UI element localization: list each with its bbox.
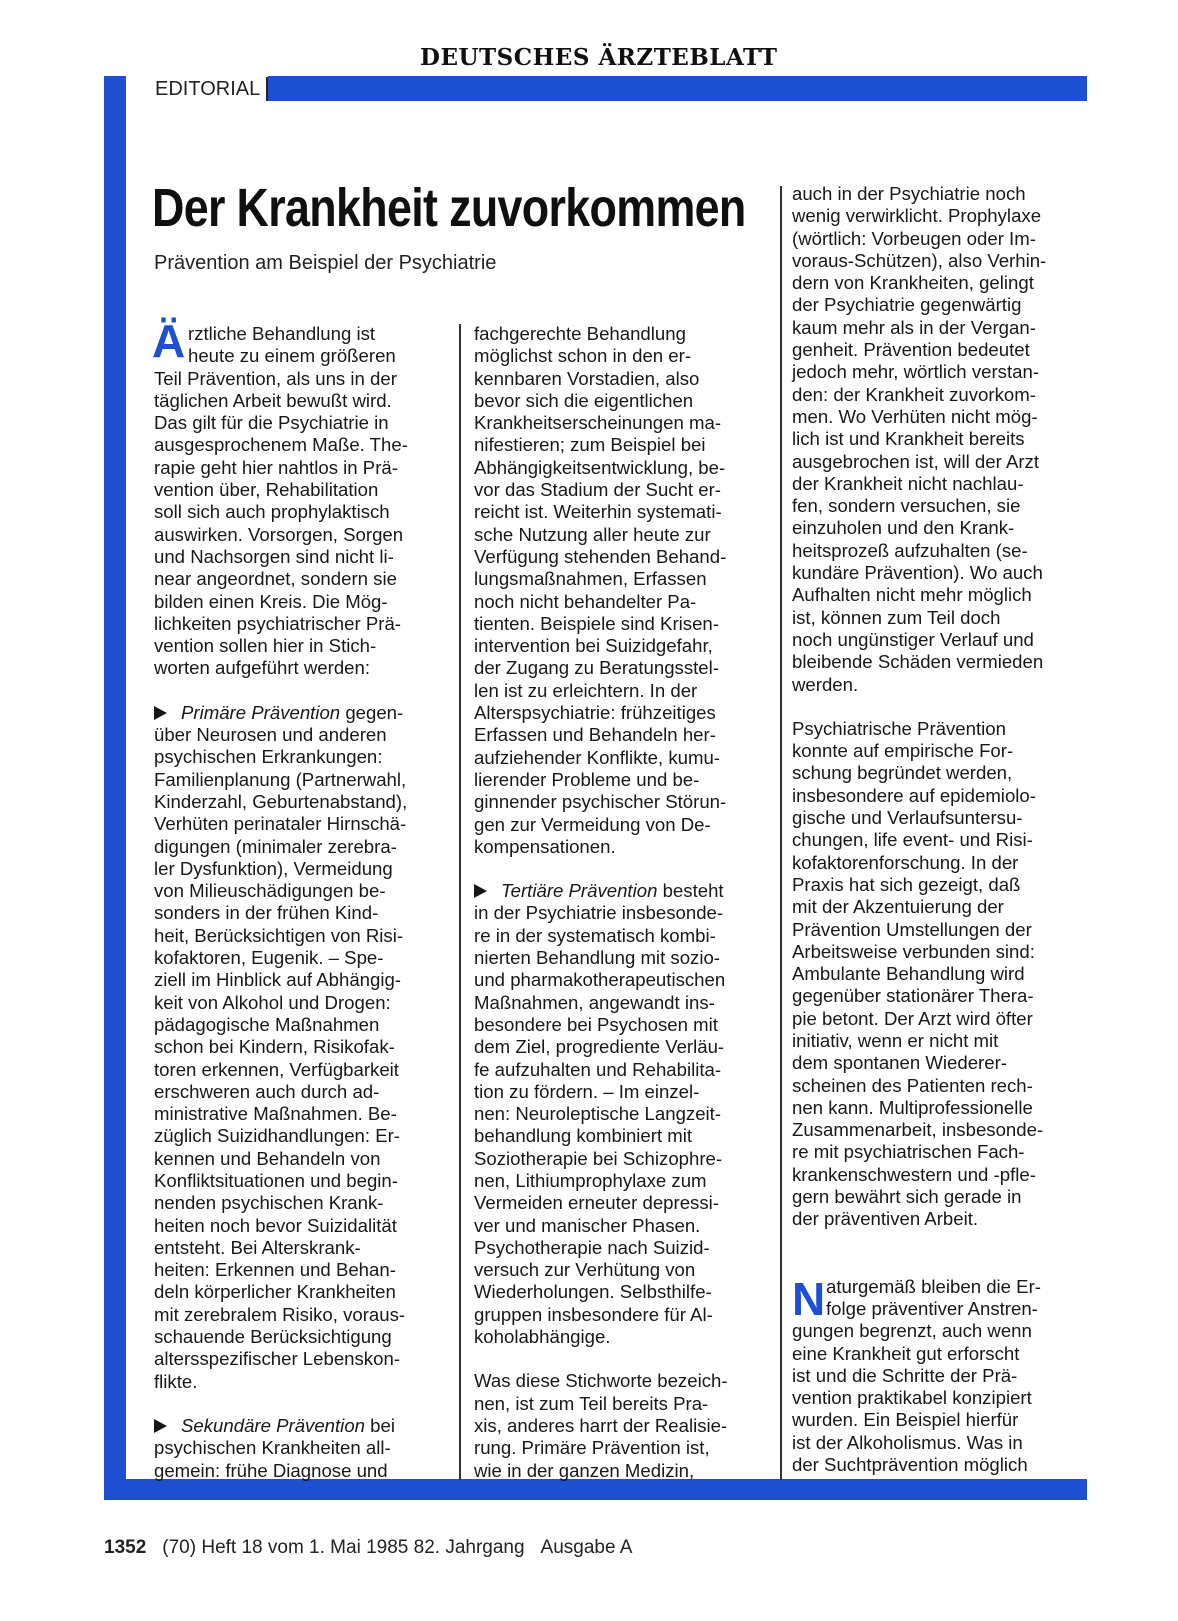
text-line: kaum mehr als in der Vergan- [792, 316, 1036, 338]
text-line: Alterspsychiatrie: frühzeitiges [474, 702, 716, 724]
text-line: dem Ziel, progrediente Verläu- [474, 1036, 725, 1058]
text-line: re in der systematisch kombi- [474, 924, 716, 946]
text-line: koholabhängige. [474, 1326, 611, 1348]
text-line: voraus-Schützen), also Verhin- [792, 249, 1047, 271]
text-line: (wörtlich: Vorbeugen oder Im- [792, 227, 1036, 249]
text-line: in der Psychiatrie insbesonde- [474, 902, 724, 924]
text-line: soll sich auch prophylaktisch [154, 501, 390, 523]
text-line: psychischen Krankheiten all- [154, 1437, 391, 1459]
text-line: besondere bei Psychosen mit [474, 1013, 718, 1035]
text-line: auch in der Psychiatrie noch [792, 183, 1026, 204]
text-line: tienten. Beispiele sind Krisen- [474, 612, 719, 634]
text-line: genheit. Prävention bedeutet [792, 339, 1030, 361]
text-line: near angeordnet, sondern sie [154, 568, 397, 590]
blue-frame-bottom [104, 1479, 1087, 1500]
text-line: len ist zu erleichtern. In der [474, 679, 698, 701]
text-line: Das gilt für die Psychiatrie in [154, 412, 389, 434]
text-line: nen kann. Multiprofessionelle [792, 1096, 1033, 1118]
term-secondary: Sekundäre Prävention [181, 1414, 365, 1436]
text-line: Verfügung stehenden Behand- [474, 545, 727, 567]
paragraph [474, 323, 764, 858]
drop-cap: Ä [152, 315, 186, 367]
text-line: kofaktorenforschung. In der [792, 851, 1019, 873]
bullet-heading: Primäre Prävention gegen- [154, 702, 440, 724]
text-line: altersspezifischer Lebenskon- [154, 1348, 400, 1370]
text-line: insbesondere auf epidemiolo- [792, 784, 1036, 806]
text-line: Prävention Umstellungen der [792, 918, 1032, 940]
text-line: Teil Prävention, als uns in der [154, 367, 397, 389]
text-line: nifestieren; zum Beispiel bei [474, 434, 706, 456]
text-line: der präventiven Arbeit. [792, 1208, 979, 1230]
text-line: der Suchtprävention möglich [792, 1454, 1028, 1476]
text-line: lich ist und Krankheit bereits [792, 428, 1025, 450]
text-line: Soziotherapie bei Schizophre- [474, 1147, 723, 1169]
paragraph [792, 1320, 1087, 1476]
footer [104, 1537, 632, 1559]
text-line: ziell im Hinblick auf Abhängig- [154, 969, 402, 991]
text-line: bilden einen Kreis. Die Mög- [154, 590, 388, 612]
text-line: gungen begrenzt, auch wenn [792, 1320, 1032, 1342]
headline: Der Krankheit zuvorkommen [152, 178, 746, 238]
text-line: Vermeiden erneuter depressi- [474, 1192, 719, 1214]
text-line: rung. Primäre Prävention ist, [474, 1437, 710, 1459]
text-line: noch ungünstiger Verlauf und [792, 628, 1034, 650]
text-line: ist der Alkoholismus. Was in [792, 1431, 1023, 1453]
text-line: nen, ist zum Teil bereits Pra- [474, 1392, 709, 1414]
text-line: ist, können zum Teil doch [792, 606, 1001, 628]
text-line: Psychotherapie nach Suizid- [474, 1236, 710, 1258]
text-line: möglichst schon in den er- [474, 345, 692, 367]
text-line: worten aufgeführt werden: [154, 657, 371, 679]
text-line: psychischen Erkrankungen: [154, 746, 383, 768]
text-line: re mit psychiatrischen Fach- [792, 1141, 1025, 1163]
text-line: deln körperlicher Krankheiten [154, 1281, 396, 1303]
text-line: auswirken. Vorsorgen, Sorgen [154, 523, 404, 545]
term-primary: Primäre Prävention [181, 701, 341, 723]
text-line: Arbeitsweise verbunden sind: [792, 940, 1035, 962]
text-line: wie in der ganzen Medizin, [474, 1459, 695, 1481]
text-line: gegenüber stationärer Thera- [792, 985, 1034, 1007]
text-line: tion zu fördern. – Im einzel- [474, 1080, 700, 1102]
text-line: bleibende Schäden vermieden [792, 651, 1044, 673]
text-line: mit zerebralem Risiko, voraus- [154, 1303, 406, 1325]
text-line: noch nicht behandelter Pa- [474, 590, 697, 612]
text-line: lungsmaßnahmen, Erfassen [474, 568, 707, 590]
text-line: eine Krankheit gut erforscht [792, 1342, 1020, 1364]
bullet-heading: Tertiäre Prävention besteht [474, 880, 764, 902]
text-line: keit von Alkohol und Drogen: [154, 991, 391, 1013]
text-line: Was diese Stichworte bezeich- [474, 1370, 728, 1392]
text-line: vention praktikabel konzipiert [792, 1387, 1032, 1409]
text-line: wurden. Ein Beispiel hierfür [792, 1409, 1019, 1431]
text-line: ausgebrochen ist, will der Arzt [792, 450, 1040, 472]
text-line: pie betont. Der Arzt wird öfter [792, 1007, 1033, 1029]
text-line: Verhüten perinataler Hirnschä- [154, 813, 407, 835]
text-line: aufziehender Konflikte, kumu- [474, 746, 720, 768]
bullet-heading: Sekundäre Prävention bei [154, 1415, 440, 1437]
text-line: gen zur Vermeidung von De- [474, 813, 711, 835]
text-line: ministrative Maßnahmen. Be- [154, 1103, 397, 1125]
paragraph [474, 902, 764, 1348]
text-line: kennen und Behandeln von [154, 1147, 381, 1169]
text-line: Kinderzahl, Geburtenabstand), [154, 790, 408, 812]
text-line: nen, Lithiumprophylaxe zum [474, 1169, 707, 1191]
text-line: fen, sondern versuchen, sie [792, 495, 1021, 517]
text-line: flikte. [154, 1370, 198, 1392]
text-line: intervention bei Suizidgefahr, [474, 635, 713, 657]
text-line: vor das Stadium der Sucht er- [474, 479, 721, 501]
text-line: xis, anderes harrt der Realisie- [474, 1414, 728, 1436]
text-line: über Neurosen und anderen [154, 724, 387, 746]
text-line: Maßnahmen, angewandt ins- [474, 991, 715, 1013]
text-line: der Psychiatrie gegenwärtig [792, 294, 1022, 316]
text-line: Ambulante Behandlung wird [792, 963, 1025, 985]
column-2 [474, 323, 764, 1482]
text-line: täglichen Arbeit bewußt wird. [154, 389, 392, 411]
text-line: lierender Probleme und be- [474, 768, 700, 790]
text-line: Abhängigkeitsentwicklung, be- [474, 456, 726, 478]
text-line: pädagogische Maßnahmen [154, 1013, 380, 1035]
text-line: reicht ist. Weiterhin systemati- [474, 501, 722, 523]
paragraph-first-lines [792, 1273, 1087, 1325]
text-line: jedoch mehr, wörtlich verstan- [792, 361, 1039, 383]
issue-info: (70) Heft 18 vom 1. Mai 1985 82. Jahrgang [162, 1537, 525, 1558]
text-line: kofaktoren, Eugenik. – Spe- [154, 947, 384, 969]
text-line: heitsprozeß aufzuhalten (se- [792, 539, 1028, 561]
text-line: initiativ, wenn er nicht mit [792, 1029, 999, 1051]
text-line: Zusammenarbeit, insbesonde- [792, 1119, 1044, 1141]
drop-cap: N [792, 1273, 826, 1325]
paragraph-first-lines [154, 323, 440, 368]
text-line: der Zugang zu Beratungsstel- [474, 657, 719, 679]
paragraph [792, 718, 1087, 1231]
text-line: Familienplanung (Partnerwahl, [154, 768, 407, 790]
text-line: kennbaren Vorstadien, also [474, 367, 700, 389]
text-line: entsteht. Bei Alterskrank- [154, 1236, 361, 1258]
triangle-bullet-icon [154, 706, 167, 720]
term-tertiary: Tertiäre Prävention [501, 880, 658, 902]
text-line: erschweren auch durch ad- [154, 1080, 380, 1102]
text-line: schung begründet werden, [792, 762, 1013, 784]
paragraph [792, 183, 1087, 696]
column-3 [792, 183, 1087, 1476]
text-line: dern von Krankheiten, gelingt [792, 272, 1034, 294]
text-line: sche Nutzung aller heute zur [474, 523, 711, 545]
text-line: kompensationen. [474, 835, 616, 857]
text-line: rztliche Behandlung ist [188, 323, 376, 344]
text-line: behandlung kombiniert mit [474, 1125, 693, 1147]
text-line: krankenschwestern und -pfle- [792, 1163, 1036, 1185]
text-line: der Krankheit nicht nachlau- [792, 472, 1024, 494]
column-rule [780, 186, 782, 1480]
text-line: ver und manischer Phasen. [474, 1214, 701, 1236]
text-line: fachgerechte Behandlung [474, 323, 686, 344]
text-line: sonders in der frühen Kind- [154, 902, 379, 924]
paragraph [154, 724, 440, 1393]
text-line: gische und Verlaufsuntersu- [792, 807, 1023, 829]
text-line: Wiederholungen. Selbsthilfe- [474, 1281, 712, 1303]
text-line: konnte auf empirische For- [792, 740, 1014, 762]
text-line: scheinen des Patienten rech- [792, 1074, 1033, 1096]
blue-frame-top [268, 76, 1087, 101]
text-line: nierten Behandlung mit sozio- [474, 947, 720, 969]
text-line: und Nachsorgen sind nicht li- [154, 545, 394, 567]
text-line: versuch zur Verhütung von [474, 1259, 696, 1281]
text-line: ler Dysfunktion), Vermeidung [154, 857, 393, 879]
text-line: Erfassen und Behandeln her- [474, 724, 716, 746]
text-line: folge präventiver Anstren- [826, 1297, 1038, 1319]
text-line: fe aufzuhalten und Rehabilita- [474, 1058, 722, 1080]
text-line: ginnender psychischer Störun- [474, 791, 727, 813]
triangle-bullet-icon [154, 1419, 167, 1433]
text-line: toren erkennen, Verfügbarkeit [154, 1058, 399, 1080]
text-line: aturgemäß bleiben die Er- [826, 1275, 1041, 1297]
text-line: und pharmakotherapeutischen [474, 969, 726, 991]
text-line: züglich Suizidhandlungen: Er- [154, 1125, 401, 1147]
text-line: schon bei Kindern, Risikofak- [154, 1036, 395, 1058]
text-line: gemein: frühe Diagnose und [154, 1459, 388, 1481]
text-line: Krankheitserscheinungen ma- [474, 412, 722, 434]
text-line: heit, Berücksichtigen von Risi- [154, 924, 404, 946]
text-line: kundäre Prävention). Wo auch [792, 562, 1043, 584]
text-line: nenden psychischen Krank- [154, 1192, 384, 1214]
text-line: vention über, Rehabilitation [154, 479, 379, 501]
text-line: heiten: Erkennen und Behan- [154, 1259, 396, 1281]
page-number: 1352 [104, 1537, 147, 1558]
paragraph [154, 368, 440, 680]
text-line: chungen, life event- und Risi- [792, 829, 1033, 851]
text-line: dem spontanen Wiederer- [792, 1052, 1007, 1074]
text-line: vention sollen hier in Stich- [154, 635, 377, 657]
text-line: gern bewährt sich gerade in [792, 1186, 1022, 1208]
paragraph [474, 1370, 764, 1481]
text-line: Konfliktsituationen und begin- [154, 1169, 398, 1191]
text-line: schauende Berücksichtigung [154, 1326, 392, 1348]
paragraph [154, 1437, 440, 1482]
column-rule [459, 324, 461, 1480]
text-line: von Milieuschädigungen be- [154, 880, 386, 902]
blue-frame-left [104, 76, 126, 1500]
text-line: einzuholen und den Krank- [792, 517, 1015, 539]
column-1 [154, 323, 440, 1482]
masthead: DEUTSCHES ÄRZTEBLATT [420, 44, 778, 71]
text-line: men. Wo Verhüten nicht mög- [792, 405, 1038, 427]
text-line: ausgesprochenem Maße. The- [154, 434, 408, 456]
text-line: Aufhalten nicht mehr möglich [792, 584, 1032, 606]
edition: Ausgabe A [540, 1537, 633, 1558]
subtitle: Prävention am Beispiel der Psychiatrie [154, 252, 497, 274]
text-line: gruppen insbesondere für Al- [474, 1303, 713, 1325]
text-line: lichkeiten psychiatrischer Prä- [154, 612, 401, 634]
text-line: heiten noch bevor Suizidalität [154, 1214, 397, 1236]
text-line: wenig verwirklicht. Prophylaxe [792, 205, 1042, 227]
text-line: bevor sich die eigentlichen [474, 389, 694, 411]
text-line: werden. [792, 673, 859, 695]
text-line: Praxis hat sich gezeigt, daß [792, 873, 1021, 895]
text-line: digungen (minimaler zerebra- [154, 835, 397, 857]
text-line: ist und die Schritte der Prä- [792, 1364, 1018, 1386]
text-line: Psychiatrische Prävention [792, 717, 1006, 739]
text-line: heute zu einem größeren [188, 345, 396, 367]
text-line: rapie geht hier nahtlos in Prä- [154, 456, 398, 478]
text-line: mit der Akzentuierung der [792, 896, 1004, 918]
text-line: den: der Krankheit zuvorkom- [792, 383, 1036, 405]
text-line: nen: Neuroleptische Langzeit- [474, 1103, 722, 1125]
section-label: EDITORIAL [127, 77, 268, 101]
triangle-bullet-icon [474, 884, 487, 898]
